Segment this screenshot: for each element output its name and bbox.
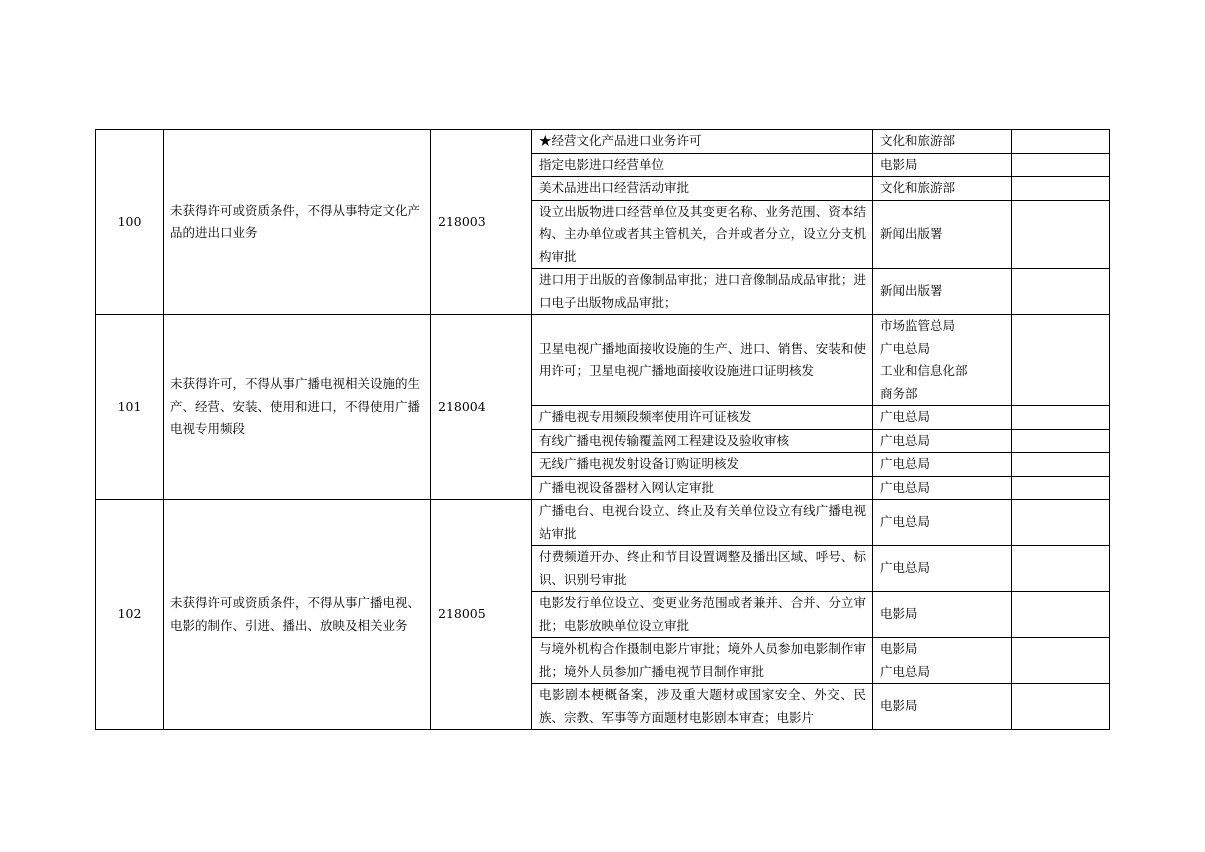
- negative-list-table: [95, 129, 1110, 730]
- measure-code: 218004: [431, 315, 532, 500]
- approval-item: ★经营文化产品进口业务许可: [532, 130, 873, 154]
- measure-description: 未获得许可，不得从事广播电视相关设施的生产、经营、安装、使用和进口，不得使用广播电视专用频段: [164, 315, 431, 500]
- department: 广电总局: [873, 546, 1012, 592]
- approval-item: 卫星电视广播地面接收设施的生产、进口、销售、安装和使用许可；卫星电视广播地面接收设施进口证明核发: [532, 315, 873, 406]
- remarks-cell: [1012, 546, 1110, 592]
- approval-item: 进口用于出版的音像制品审批；进口音像制品成品审批；进口电子出版物成品审批；: [532, 269, 873, 315]
- table-row: [96, 130, 1110, 154]
- remarks-cell: [1012, 177, 1110, 201]
- item-number: 101: [96, 315, 164, 500]
- approval-item: 广播电视专用频段频率使用许可证核发: [532, 406, 873, 430]
- remarks-cell: [1012, 684, 1110, 730]
- approval-item: 与境外机构合作摄制电影片审批；境外人员参加电影制作审批；境外人员参加广播电视节目制作审批: [532, 638, 873, 684]
- approval-item: 美术品进出口经营活动审批: [532, 177, 873, 201]
- approval-item: 付费频道开办、终止和节目设置调整及播出区域、呼号、标识、识别号审批: [532, 546, 873, 592]
- department: 广电总局: [873, 429, 1012, 453]
- remarks-cell: [1012, 638, 1110, 684]
- remarks-cell: [1012, 315, 1110, 406]
- department: 电影局 广电总局: [873, 638, 1012, 684]
- department: 电影局: [873, 684, 1012, 730]
- department: 市场监管总局 广电总局 工业和信息化部 商务部: [873, 315, 1012, 406]
- department: 新闻出版署: [873, 200, 1012, 269]
- approval-item: 广播电台、电视台设立、终止及有关单位设立有线广播电视站审批: [532, 500, 873, 546]
- remarks-cell: [1012, 453, 1110, 477]
- approval-item: 指定电影进口经营单位: [532, 153, 873, 177]
- remarks-cell: [1012, 269, 1110, 315]
- measure-description: 未获得许可或资质条件，不得从事特定文化产品的进出口业务: [164, 130, 431, 315]
- department: 新闻出版署: [873, 269, 1012, 315]
- table-row: [96, 500, 1110, 546]
- item-number: 102: [96, 500, 164, 730]
- approval-item: 电影剧本梗概备案，涉及重大题材或国家安全、外交、民族、宗教、军事等方面题材电影剧本审查；电影片: [532, 684, 873, 730]
- department: 电影局: [873, 592, 1012, 638]
- remarks-cell: [1012, 200, 1110, 269]
- remarks-cell: [1012, 429, 1110, 453]
- approval-item: 无线广播电视发射设备订购证明核发: [532, 453, 873, 477]
- item-number: 100: [96, 130, 164, 315]
- approval-item: 有线广播电视传输覆盖网工程建设及验收审核: [532, 429, 873, 453]
- department: 广电总局: [873, 406, 1012, 430]
- remarks-cell: [1012, 130, 1110, 154]
- department: 文化和旅游部: [873, 130, 1012, 154]
- remarks-cell: [1012, 476, 1110, 500]
- department: 广电总局: [873, 476, 1012, 500]
- measure-code: 218005: [431, 500, 532, 730]
- approval-item: 设立出版物进口经营单位及其变更名称、业务范围、资本结构、主办单位或者其主管机关，合并或者分立，设立分支机构审批: [532, 200, 873, 269]
- measure-code: 218003: [431, 130, 532, 315]
- table-row: [96, 315, 1110, 406]
- department: 广电总局: [873, 453, 1012, 477]
- department: 文化和旅游部: [873, 177, 1012, 201]
- approval-item: 广播电视设备器材入网认定审批: [532, 476, 873, 500]
- remarks-cell: [1012, 153, 1110, 177]
- approval-item: 电影发行单位设立、变更业务范围或者兼并、合并、分立审批；电影放映单位设立审批: [532, 592, 873, 638]
- department: 电影局: [873, 153, 1012, 177]
- department: 广电总局: [873, 500, 1012, 546]
- remarks-cell: [1012, 592, 1110, 638]
- measure-description: 未获得许可或资质条件，不得从事广播电视、电影的制作、引进、播出、放映及相关业务: [164, 500, 431, 730]
- remarks-cell: [1012, 500, 1110, 546]
- remarks-cell: [1012, 406, 1110, 430]
